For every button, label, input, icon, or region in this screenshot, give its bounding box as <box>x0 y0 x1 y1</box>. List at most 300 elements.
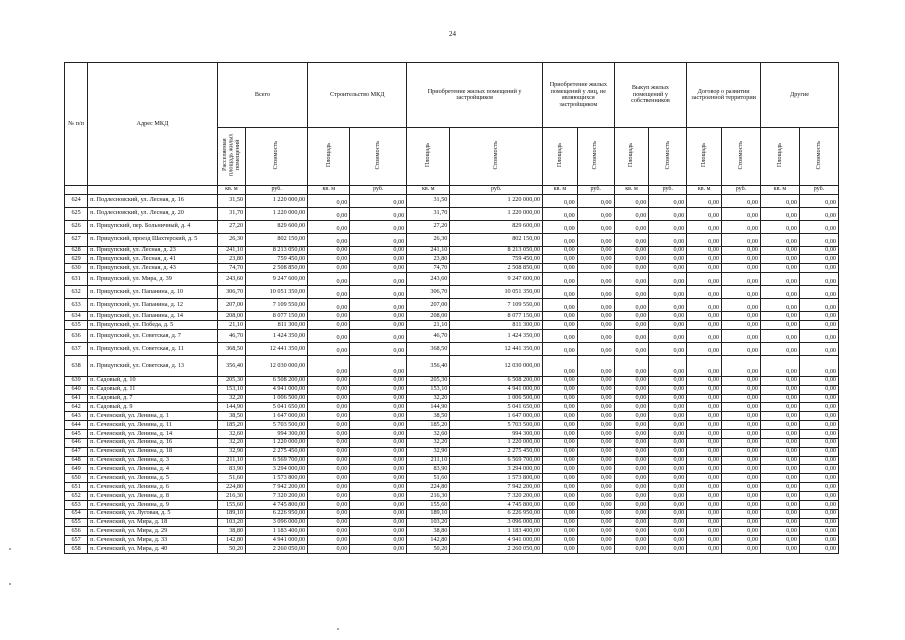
developer-cost: 759 450,00 <box>450 255 543 264</box>
construction-area: 0,00 <box>308 207 350 220</box>
other-cost: 0,00 <box>577 509 614 518</box>
total-cost: 829 600,00 <box>246 220 308 233</box>
other-area: 0,00 <box>760 483 799 492</box>
developer-area: 31,70 <box>407 207 450 220</box>
total-cost: 4 941 000,00 <box>246 536 308 545</box>
row-number: 647 <box>65 447 88 456</box>
other-area: 0,00 <box>614 233 649 246</box>
total-area: 356,40 <box>217 355 245 376</box>
units-cell: кв. м <box>217 185 245 194</box>
other-area: 0,00 <box>760 474 799 483</box>
other-area: 0,00 <box>614 429 649 438</box>
other-cost: 0,00 <box>577 456 614 465</box>
other-cost: 0,00 <box>722 456 761 465</box>
total-cost: 1 573 800,00 <box>246 474 308 483</box>
table-row <box>65 376 839 385</box>
other-area: 0,00 <box>760 456 799 465</box>
row-number: 651 <box>65 483 88 492</box>
total-area: 155,60 <box>217 500 245 509</box>
units-cell: руб. <box>799 185 838 194</box>
table-row <box>65 220 839 233</box>
other-cost: 0,00 <box>649 456 687 465</box>
total-area: 31,70 <box>217 207 245 220</box>
construction-area: 0,00 <box>308 527 350 536</box>
table-row <box>65 299 839 312</box>
other-cost: 0,00 <box>649 264 687 273</box>
sub-header-total-area: Расселяемая площадь жилых помещений <box>217 128 245 186</box>
row-address: п. Садовый, д. 9 <box>88 403 218 412</box>
table-row <box>65 233 839 246</box>
total-cost: 759 450,00 <box>246 255 308 264</box>
other-area: 0,00 <box>614 412 649 421</box>
other-area: 0,00 <box>543 233 578 246</box>
units-cell: руб. <box>722 185 761 194</box>
other-area: 0,00 <box>687 246 722 255</box>
total-cost: 12 441 350,00 <box>246 342 308 355</box>
other-cost: 0,00 <box>577 545 614 554</box>
developer-area: 243,60 <box>407 273 450 286</box>
row-number: 639 <box>65 376 88 385</box>
other-area: 0,00 <box>543 194 578 207</box>
construction-area: 0,00 <box>308 447 350 456</box>
developer-area: 74,70 <box>407 264 450 273</box>
total-area: 241,10 <box>217 246 245 255</box>
other-area: 0,00 <box>543 421 578 430</box>
developer-cost: 1 573 800,00 <box>450 474 543 483</box>
total-cost: 2 275 450,00 <box>246 447 308 456</box>
construction-area: 0,00 <box>308 342 350 355</box>
developer-area: 26,30 <box>407 233 450 246</box>
other-area: 0,00 <box>543 342 578 355</box>
other-cost: 0,00 <box>577 255 614 264</box>
other-cost: 0,00 <box>722 376 761 385</box>
other-cost: 0,00 <box>577 447 614 456</box>
other-area: 0,00 <box>760 447 799 456</box>
row-address: п. Прицупский, ул. Мира, д. 39 <box>88 273 218 286</box>
other-cost: 0,00 <box>649 465 687 474</box>
other-cost: 0,00 <box>577 207 614 220</box>
other-cost: 0,00 <box>799 474 838 483</box>
row-address: п. Сеченский, ул. Ленина, д. 4 <box>88 465 218 474</box>
other-cost: 0,00 <box>799 447 838 456</box>
construction-cost: 0,00 <box>350 394 407 403</box>
total-cost: 9 247 600,00 <box>246 273 308 286</box>
table-row <box>65 385 839 394</box>
developer-area: 368,50 <box>407 342 450 355</box>
total-cost: 12 030 000,00 <box>246 355 308 376</box>
other-area: 0,00 <box>760 286 799 299</box>
construction-area: 0,00 <box>308 286 350 299</box>
other-area: 0,00 <box>760 491 799 500</box>
developer-cost: 12 030 000,00 <box>450 355 543 376</box>
other-cost: 0,00 <box>722 342 761 355</box>
developer-cost: 2 260 050,00 <box>450 545 543 554</box>
sub-header-developer-purchase-cost: Стоимость <box>450 128 543 186</box>
developer-area: 205,30 <box>407 376 450 385</box>
developer-area: 208,00 <box>407 312 450 321</box>
construction-cost: 0,00 <box>350 545 407 554</box>
construction-area: 0,00 <box>308 312 350 321</box>
table-row <box>65 394 839 403</box>
other-cost: 0,00 <box>577 299 614 312</box>
other-area: 0,00 <box>760 273 799 286</box>
construction-area: 0,00 <box>308 220 350 233</box>
other-area: 0,00 <box>614 509 649 518</box>
construction-cost: 0,00 <box>350 376 407 385</box>
construction-area: 0,00 <box>308 255 350 264</box>
other-area: 0,00 <box>543 329 578 342</box>
other-area: 0,00 <box>614 264 649 273</box>
other-cost: 0,00 <box>799 394 838 403</box>
row-address: п. Прицупский, ул. Советская, д. 13 <box>88 355 218 376</box>
construction-area: 0,00 <box>308 246 350 255</box>
row-address: п. Сеченский, ул. Ленина, д. 3 <box>88 456 218 465</box>
other-cost: 0,00 <box>722 394 761 403</box>
other-cost: 0,00 <box>649 412 687 421</box>
other-area: 0,00 <box>543 312 578 321</box>
developer-area: 211,10 <box>407 456 450 465</box>
construction-area: 0,00 <box>308 474 350 483</box>
row-address: п. Сеченский, ул. Ленина, д. 18 <box>88 447 218 456</box>
other-cost: 0,00 <box>799 545 838 554</box>
group-header-territory-development: Договор о развитии застроенной территории <box>687 63 761 128</box>
construction-cost: 0,00 <box>350 491 407 500</box>
other-area: 0,00 <box>543 536 578 545</box>
other-area: 0,00 <box>543 491 578 500</box>
construction-area: 0,00 <box>308 264 350 273</box>
other-area: 0,00 <box>760 220 799 233</box>
total-cost: 802 150,00 <box>246 233 308 246</box>
developer-area: 153,10 <box>407 385 450 394</box>
developer-area: 32,60 <box>407 429 450 438</box>
construction-area: 0,00 <box>308 355 350 376</box>
construction-cost: 0,00 <box>350 421 407 430</box>
table-row <box>65 194 839 207</box>
units-cell: руб. <box>246 185 308 194</box>
other-cost: 0,00 <box>649 545 687 554</box>
other-cost: 0,00 <box>649 385 687 394</box>
total-cost: 6 226 950,00 <box>246 509 308 518</box>
total-cost: 1 220 000,00 <box>246 194 308 207</box>
construction-area: 0,00 <box>308 385 350 394</box>
other-cost: 0,00 <box>722 220 761 233</box>
developer-cost: 6 226 950,00 <box>450 509 543 518</box>
other-cost: 0,00 <box>722 312 761 321</box>
table-row <box>65 447 839 456</box>
table-row <box>65 207 839 220</box>
other-cost: 0,00 <box>799 527 838 536</box>
other-cost: 0,00 <box>799 509 838 518</box>
construction-cost: 0,00 <box>350 438 407 447</box>
other-cost: 0,00 <box>649 329 687 342</box>
other-cost: 0,00 <box>722 491 761 500</box>
other-area: 0,00 <box>543 412 578 421</box>
other-cost: 0,00 <box>722 429 761 438</box>
developer-area: 185,20 <box>407 421 450 430</box>
other-cost: 0,00 <box>649 376 687 385</box>
other-cost: 0,00 <box>799 465 838 474</box>
construction-cost: 0,00 <box>350 385 407 394</box>
row-address: п. Прицупский, ул. Папанина, д. 10 <box>88 286 218 299</box>
other-area: 0,00 <box>614 536 649 545</box>
developer-area: 50,20 <box>407 545 450 554</box>
row-address: п. Сеченский, ул. Мира, д. 18 <box>88 518 218 527</box>
other-area: 0,00 <box>760 355 799 376</box>
other-area: 0,00 <box>543 509 578 518</box>
other-cost: 0,00 <box>649 207 687 220</box>
other-cost: 0,00 <box>799 220 838 233</box>
construction-area: 0,00 <box>308 456 350 465</box>
other-cost: 0,00 <box>649 312 687 321</box>
group-header-construction: Строительство МКД <box>308 63 407 128</box>
units-cell: руб. <box>577 185 614 194</box>
other-area: 0,00 <box>687 233 722 246</box>
construction-area: 0,00 <box>308 536 350 545</box>
other-area: 0,00 <box>543 273 578 286</box>
row-number: 638 <box>65 355 88 376</box>
row-number: 646 <box>65 438 88 447</box>
other-cost: 0,00 <box>722 246 761 255</box>
table-row <box>65 329 839 342</box>
other-cost: 0,00 <box>722 474 761 483</box>
other-area: 0,00 <box>543 320 578 329</box>
other-area: 0,00 <box>543 527 578 536</box>
other-cost: 0,00 <box>799 536 838 545</box>
row-number: 632 <box>65 286 88 299</box>
other-area: 0,00 <box>760 329 799 342</box>
other-area: 0,00 <box>614 255 649 264</box>
other-cost: 0,00 <box>649 273 687 286</box>
developer-cost: 8 213 050,00 <box>450 246 543 255</box>
developer-area: 241,10 <box>407 246 450 255</box>
other-area: 0,00 <box>760 438 799 447</box>
table-row <box>65 255 839 264</box>
other-area: 0,00 <box>614 329 649 342</box>
other-area: 0,00 <box>614 394 649 403</box>
developer-cost: 994 300,00 <box>450 429 543 438</box>
developer-cost: 8 077 150,00 <box>450 312 543 321</box>
row-number: 644 <box>65 421 88 430</box>
other-cost: 0,00 <box>649 220 687 233</box>
other-cost: 0,00 <box>577 403 614 412</box>
other-area: 0,00 <box>687 412 722 421</box>
other-area: 0,00 <box>687 518 722 527</box>
developer-cost: 6 508 200,00 <box>450 376 543 385</box>
row-address: п. Сеченский, ул. Ленина, д. 14 <box>88 429 218 438</box>
other-area: 0,00 <box>760 421 799 430</box>
other-cost: 0,00 <box>649 421 687 430</box>
developer-cost: 6 569 700,00 <box>450 456 543 465</box>
other-cost: 0,00 <box>577 264 614 273</box>
sub-header-territory-development-cost: Стоимость <box>722 128 761 186</box>
other-area: 0,00 <box>614 447 649 456</box>
row-number: 626 <box>65 220 88 233</box>
total-area: 21,10 <box>217 320 245 329</box>
other-area: 0,00 <box>760 385 799 394</box>
other-cost: 0,00 <box>722 483 761 492</box>
total-cost: 8 077 150,00 <box>246 312 308 321</box>
other-area: 0,00 <box>543 246 578 255</box>
other-area: 0,00 <box>687 329 722 342</box>
other-area: 0,00 <box>614 299 649 312</box>
resettlement-table <box>64 62 839 554</box>
developer-cost: 1 647 000,00 <box>450 412 543 421</box>
developer-cost: 1 220 000,00 <box>450 207 543 220</box>
other-area: 0,00 <box>760 536 799 545</box>
other-area: 0,00 <box>687 207 722 220</box>
construction-cost: 0,00 <box>350 329 407 342</box>
developer-area: 32,20 <box>407 438 450 447</box>
scan-dot <box>9 583 11 585</box>
other-area: 0,00 <box>614 385 649 394</box>
construction-area: 0,00 <box>308 376 350 385</box>
other-area: 0,00 <box>687 320 722 329</box>
construction-area: 0,00 <box>308 483 350 492</box>
other-cost: 0,00 <box>577 536 614 545</box>
total-area: 224,80 <box>217 483 245 492</box>
other-area: 0,00 <box>543 500 578 509</box>
col-num-header: № п/п <box>65 63 88 186</box>
other-area: 0,00 <box>614 465 649 474</box>
other-area: 0,00 <box>760 207 799 220</box>
row-address: п. Прицупский, ул. Лесная, д. 41 <box>88 255 218 264</box>
other-area: 0,00 <box>614 421 649 430</box>
other-cost: 0,00 <box>649 438 687 447</box>
developer-area: 51,60 <box>407 474 450 483</box>
other-area: 0,00 <box>614 286 649 299</box>
other-cost: 0,00 <box>649 355 687 376</box>
row-address: п. Сеченский, ул. Мира, д. 40 <box>88 545 218 554</box>
other-cost: 0,00 <box>799 320 838 329</box>
total-area: 83,90 <box>217 465 245 474</box>
other-cost: 0,00 <box>722 527 761 536</box>
units-blank <box>88 185 218 194</box>
other-area: 0,00 <box>543 438 578 447</box>
other-cost: 0,00 <box>722 355 761 376</box>
other-area: 0,00 <box>687 545 722 554</box>
units-cell: руб. <box>649 185 687 194</box>
sub-header-buyout-cost: Стоимость <box>649 128 687 186</box>
developer-area: 27,20 <box>407 220 450 233</box>
construction-cost: 0,00 <box>350 255 407 264</box>
other-area: 0,00 <box>687 438 722 447</box>
other-area: 0,00 <box>687 385 722 394</box>
table-row <box>65 483 839 492</box>
other-cost: 0,00 <box>722 299 761 312</box>
developer-cost: 5 703 500,00 <box>450 421 543 430</box>
table-row <box>65 474 839 483</box>
table-row <box>65 412 839 421</box>
other-cost: 0,00 <box>577 429 614 438</box>
other-cost: 0,00 <box>799 286 838 299</box>
construction-cost: 0,00 <box>350 194 407 207</box>
total-cost: 2 508 850,00 <box>246 264 308 273</box>
construction-cost: 0,00 <box>350 320 407 329</box>
other-area: 0,00 <box>760 518 799 527</box>
other-area: 0,00 <box>614 456 649 465</box>
other-cost: 0,00 <box>577 273 614 286</box>
other-cost: 0,00 <box>649 447 687 456</box>
total-area: 144,90 <box>217 403 245 412</box>
developer-area: 21,10 <box>407 320 450 329</box>
other-area: 0,00 <box>614 376 649 385</box>
other-area: 0,00 <box>614 355 649 376</box>
developer-cost: 9 247 600,00 <box>450 273 543 286</box>
row-address: п. Сеченский, ул. Ленина, д. 16 <box>88 438 218 447</box>
other-cost: 0,00 <box>577 329 614 342</box>
other-area: 0,00 <box>614 491 649 500</box>
construction-area: 0,00 <box>308 429 350 438</box>
total-area: 27,20 <box>217 220 245 233</box>
units-cell: кв. м <box>308 185 350 194</box>
other-area: 0,00 <box>543 255 578 264</box>
total-area: 368,50 <box>217 342 245 355</box>
other-cost: 0,00 <box>799 376 838 385</box>
row-number: 629 <box>65 255 88 264</box>
construction-area: 0,00 <box>308 465 350 474</box>
other-cost: 0,00 <box>649 527 687 536</box>
construction-cost: 0,00 <box>350 483 407 492</box>
developer-cost: 7 942 200,00 <box>450 483 543 492</box>
other-cost: 0,00 <box>722 403 761 412</box>
developer-area: 224,80 <box>407 483 450 492</box>
total-cost: 1 220 000,00 <box>246 438 308 447</box>
other-cost: 0,00 <box>799 342 838 355</box>
other-area: 0,00 <box>614 320 649 329</box>
other-area: 0,00 <box>543 429 578 438</box>
row-address: п. Прицупский, ул. Папанина, д. 12 <box>88 299 218 312</box>
developer-cost: 4 745 800,00 <box>450 500 543 509</box>
total-area: 50,20 <box>217 545 245 554</box>
row-number: 634 <box>65 312 88 321</box>
table-row <box>65 456 839 465</box>
other-area: 0,00 <box>543 286 578 299</box>
other-cost: 0,00 <box>577 474 614 483</box>
construction-cost: 0,00 <box>350 509 407 518</box>
other-area: 0,00 <box>614 403 649 412</box>
sub-header-construction-area: Площадь <box>308 128 350 186</box>
table-row <box>65 342 839 355</box>
other-area: 0,00 <box>687 312 722 321</box>
developer-area: 31,50 <box>407 194 450 207</box>
total-area: 32,60 <box>217 429 245 438</box>
total-area: 38,50 <box>217 412 245 421</box>
other-area: 0,00 <box>760 465 799 474</box>
other-cost: 0,00 <box>577 491 614 500</box>
sub-header-other-area: Площадь <box>760 128 799 186</box>
row-address: п. Сеченский, ул. Ленина, д. 5 <box>88 474 218 483</box>
row-address: п. Подлесновский, ул. Лесная, д. 20 <box>88 207 218 220</box>
other-cost: 0,00 <box>722 465 761 474</box>
construction-cost: 0,00 <box>350 220 407 233</box>
row-number: 650 <box>65 474 88 483</box>
other-area: 0,00 <box>760 299 799 312</box>
total-cost: 2 260 050,00 <box>246 545 308 554</box>
other-area: 0,00 <box>614 483 649 492</box>
other-area: 0,00 <box>614 312 649 321</box>
row-address: п. Прицупский, ул. Победа, д. 5 <box>88 320 218 329</box>
other-area: 0,00 <box>543 264 578 273</box>
construction-cost: 0,00 <box>350 246 407 255</box>
other-cost: 0,00 <box>577 286 614 299</box>
construction-area: 0,00 <box>308 438 350 447</box>
row-number: 641 <box>65 394 88 403</box>
other-area: 0,00 <box>760 403 799 412</box>
row-number: 624 <box>65 194 88 207</box>
total-cost: 994 300,00 <box>246 429 308 438</box>
other-cost: 0,00 <box>799 429 838 438</box>
row-number: 656 <box>65 527 88 536</box>
